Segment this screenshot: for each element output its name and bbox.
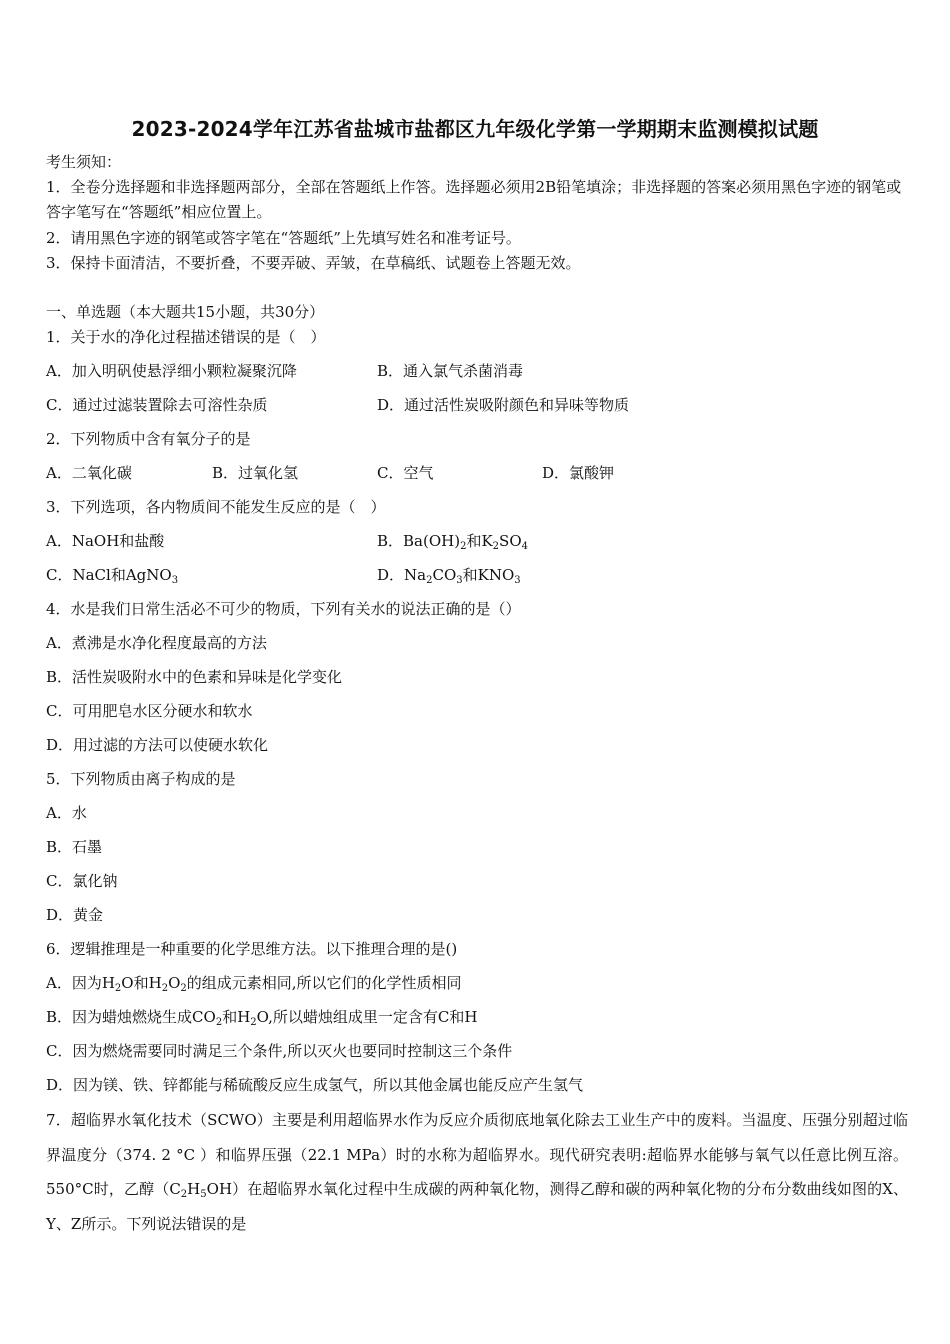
question-4-option-b: B．活性炭吸附水中的色素和异味是化学变化: [46, 668, 343, 686]
question-1-option-a: A．加入明矾使悬浮细小颗粒凝聚沉降: [46, 362, 297, 380]
question-3-option-a: A．NaOH和盐酸: [46, 532, 165, 550]
question-2-option-b: B．过氧化氢: [212, 464, 299, 482]
question-4-option-c: C．可用肥皂水区分硬水和软水: [46, 702, 253, 720]
question-5-option-a: A．水: [46, 804, 87, 822]
notice-item-1: 1．全卷分选择题和非选择题两部分，全部在答题纸上作答。选择题必须用2B铅笔填涂；非选择题的答案必须用黑色字迹的钢笔或答字笔写在“答题纸”相应位置上。: [46, 178, 902, 221]
question-3-option-b: B．$Ba(OH)_2$和$K_2SO_4$: [377, 532, 528, 552]
question-2-option-d: D．氯酸钾: [542, 464, 615, 482]
question-5-stem: 5．下列物质由离子构成的是: [46, 770, 236, 788]
question-5-option-d: D．黄金: [46, 906, 104, 924]
question-5-option-b: B．石墨: [46, 838, 103, 856]
question-1-option-b: B．通入氯气杀菌消毒: [377, 362, 524, 380]
page-title: 2023-2024学年江苏省盐城市盐都区九年级化学第一学期期末监测模拟试题: [131, 117, 819, 141]
question-2-option-a: A．二氧化碳: [46, 464, 132, 482]
question-1-stem: 1．关于水的净化过程描述错误的是（ ）: [46, 328, 326, 346]
notice-item-2: 2．请用黑色字迹的钢笔或答字笔在“答题纸”上先填写姓名和准考证号。: [46, 229, 521, 247]
question-5-option-c: C．氯化钠: [46, 872, 118, 890]
question-6-option-d: D．因为镁、铁、锌都能与稀硫酸反应生成氢气，所以其他金属也能反应产生氢气: [46, 1076, 584, 1094]
question-6-option-c: C．因为燃烧需要同时满足三个条件,所以灭火也要同时控制这三个条件: [46, 1042, 513, 1060]
question-6-option-a: A．因为$H_2O$和$H_2O_2$的组成元素相同,所以它们的化学性质相同: [46, 974, 462, 994]
section-title: 一、单选题（本大题共15小题，共30分）: [46, 303, 325, 321]
question-1-option-d: D．通过活性炭吸附颜色和异味等物质: [377, 396, 630, 414]
question-4-option-d: D．用过滤的方法可以使硬水软化: [46, 736, 269, 754]
question-6-stem: 6．逻辑推理是一种重要的化学思维方法。以下推理合理的是(): [46, 940, 458, 958]
question-4-stem: 4．水是我们日常生活必不可少的物质，下列有关水的说法正确的是（）: [46, 600, 521, 618]
notice-header: 考生须知：: [46, 153, 122, 171]
question-6-option-b: B．因为蜡烛燃烧生成$CO_2$和$H_2O$,所以蜡烛组成里一定含有C和H: [46, 1008, 478, 1028]
question-2-option-c: C．空气: [377, 464, 434, 482]
question-2-stem: 2．下列物质中含有氧分子的是: [46, 430, 251, 448]
question-3-stem: 3．下列选项，各内物质间不能发生反应的是（ ）: [46, 498, 386, 516]
question-3-option-d: D．$Na_2CO_3$和$KNO_3$: [377, 566, 521, 586]
question-7-stem: 7．超临界水氧化技术（SCWO）主要是利用超临界水作为反应介质彻底地氧化除去工业生产中的废料。当温度、压强分别超过临界温度分（374. 2 °C ）和临界压强（22.1 MPa）时的水称为超临界水。现代研究表明:超临界水能够与氧气以任意比例互溶。550°C时，乙醇$(C_2H_5OH)$在超临界水氧化过程中生成碳的两种氧化物，测得乙醇和碳的两种氧化物的分布分数曲线如图的X、Y、Z所示。下列说法错误的是: [46, 1111, 908, 1233]
question-1-option-c: C．通过过滤装置除去可溶性杂质: [46, 396, 268, 414]
question-3-option-c: C．NaCl和AgNO$_3$: [46, 566, 179, 586]
notice-item-3: 3．保持卡面清洁，不要折叠，不要弄破、弄皱，在草稿纸、试题卷上答题无效。: [46, 254, 581, 272]
question-4-option-a: A．煮沸是水净化程度最高的方法: [46, 634, 267, 652]
